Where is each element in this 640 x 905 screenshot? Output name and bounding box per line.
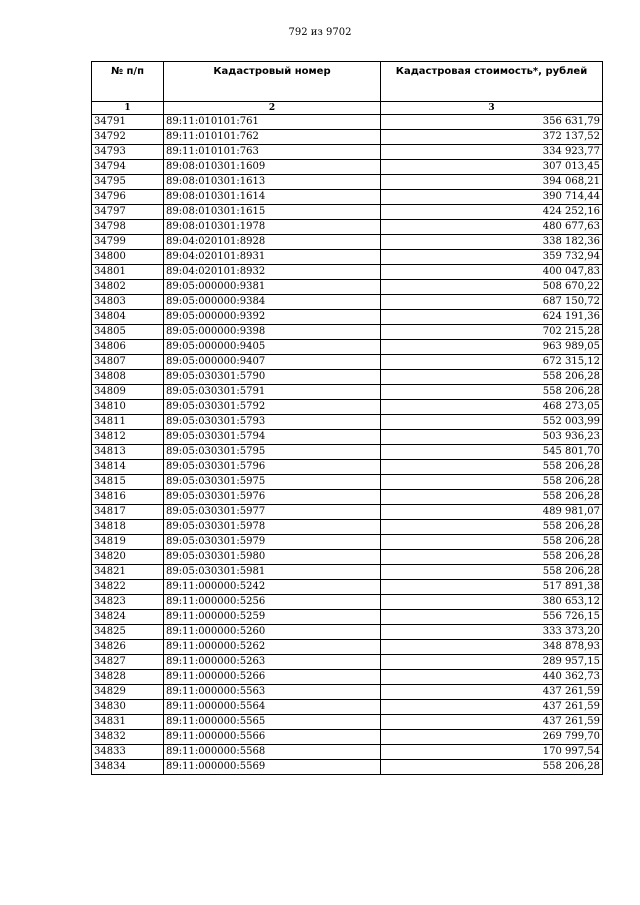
table-body — [92, 115, 603, 775]
row-number-cell: 34819 — [92, 535, 164, 550]
cadastral-number-cell: 89:08:010301:1613 — [164, 175, 381, 190]
cadastral-number-cell: 89:05:030301:5978 — [164, 520, 381, 535]
cadastral-value-cell: 334 923,77 — [381, 145, 603, 160]
row-number-cell: 34831 — [92, 715, 164, 730]
row-number-cell: 34821 — [92, 565, 164, 580]
row-number-cell: 34810 — [92, 400, 164, 415]
cadastral-number-cell: 89:05:030301:5796 — [164, 460, 381, 475]
table-row — [92, 295, 603, 310]
row-number-cell: 34817 — [92, 505, 164, 520]
cadastral-value-cell: 556 726,15 — [381, 610, 603, 625]
table-row — [92, 220, 603, 235]
table-row — [92, 235, 603, 250]
row-number-cell: 34802 — [92, 280, 164, 295]
table-row — [92, 415, 603, 430]
table-row — [92, 355, 603, 370]
cadastral-number-cell: 89:05:030301:5791 — [164, 385, 381, 400]
table-row — [92, 250, 603, 265]
column-number-3: 3 — [381, 102, 603, 115]
table-row — [92, 160, 603, 175]
row-number-cell: 34822 — [92, 580, 164, 595]
table-row — [92, 700, 603, 715]
cadastral-value-cell: 558 206,28 — [381, 370, 603, 385]
cadastral-number-cell: 89:11:000000:5263 — [164, 655, 381, 670]
table-row — [92, 310, 603, 325]
cadastral-number-cell: 89:11:000000:5564 — [164, 700, 381, 715]
cadastral-value-cell: 624 191,36 — [381, 310, 603, 325]
cadastral-value-cell: 558 206,28 — [381, 490, 603, 505]
table-row — [92, 715, 603, 730]
cadastral-value-cell: 508 670,22 — [381, 280, 603, 295]
row-number-cell: 34832 — [92, 730, 164, 745]
cadastral-value-cell: 558 206,28 — [381, 550, 603, 565]
cadastral-value-cell: 380 653,12 — [381, 595, 603, 610]
cadastral-value-cell: 424 252,16 — [381, 205, 603, 220]
cadastral-value-cell: 437 261,59 — [381, 715, 603, 730]
cadastral-number-cell: 89:04:020101:8931 — [164, 250, 381, 265]
cadastral-number-cell: 89:11:000000:5242 — [164, 580, 381, 595]
cadastral-value-cell: 348 878,93 — [381, 640, 603, 655]
cadastral-value-cell: 440 362,73 — [381, 670, 603, 685]
table-row — [92, 535, 603, 550]
cadastral-number-cell: 89:05:030301:5975 — [164, 475, 381, 490]
row-number-cell: 34813 — [92, 445, 164, 460]
table-row — [92, 340, 603, 355]
row-number-cell: 34804 — [92, 310, 164, 325]
cadastral-value-cell: 503 936,23 — [381, 430, 603, 445]
row-number-cell: 34815 — [92, 475, 164, 490]
row-number-cell: 34791 — [92, 115, 164, 130]
row-number-cell: 34812 — [92, 430, 164, 445]
row-number-cell: 34800 — [92, 250, 164, 265]
table-row — [92, 625, 603, 640]
cadastral-number-cell: 89:08:010301:1614 — [164, 190, 381, 205]
cadastral-number-cell: 89:11:000000:5259 — [164, 610, 381, 625]
cadastral-number-cell: 89:11:000000:5256 — [164, 595, 381, 610]
cadastral-value-cell: 359 732,94 — [381, 250, 603, 265]
cadastral-value-cell: 558 206,28 — [381, 535, 603, 550]
cadastral-value-cell: 437 261,59 — [381, 700, 603, 715]
cadastral-number-cell: 89:11:010101:762 — [164, 130, 381, 145]
cadastral-number-cell: 89:11:010101:761 — [164, 115, 381, 130]
table-row — [92, 460, 603, 475]
row-number-cell: 34806 — [92, 340, 164, 355]
cadastral-number-cell: 89:05:000000:9407 — [164, 355, 381, 370]
header-cadastral-value: Кадастровая стоимость*, рублей — [381, 62, 603, 102]
table-row — [92, 685, 603, 700]
cadastral-value-cell: 558 206,28 — [381, 460, 603, 475]
page-number-header: 792 из 9702 — [288, 27, 352, 38]
cadastral-number-cell: 89:11:000000:5565 — [164, 715, 381, 730]
row-number-cell: 34795 — [92, 175, 164, 190]
cadastral-value-cell: 356 631,79 — [381, 115, 603, 130]
cadastral-value-cell: 558 206,28 — [381, 565, 603, 580]
cadastral-number-cell: 89:11:000000:5266 — [164, 670, 381, 685]
row-number-cell: 34818 — [92, 520, 164, 535]
table-row — [92, 400, 603, 415]
cadastral-number-cell: 89:05:030301:5981 — [164, 565, 381, 580]
row-number-cell: 34805 — [92, 325, 164, 340]
cadastral-value-cell: 289 957,15 — [381, 655, 603, 670]
row-number-cell: 34833 — [92, 745, 164, 760]
cadastral-value-cell: 545 801,70 — [381, 445, 603, 460]
row-number-cell: 34811 — [92, 415, 164, 430]
row-number-cell: 34820 — [92, 550, 164, 565]
cadastral-value-table — [91, 61, 603, 775]
row-number-cell: 34809 — [92, 385, 164, 400]
cadastral-value-cell: 394 068,21 — [381, 175, 603, 190]
row-number-cell: 34792 — [92, 130, 164, 145]
table-row — [92, 325, 603, 340]
row-number-cell: 34830 — [92, 700, 164, 715]
table-row — [92, 280, 603, 295]
table-row — [92, 655, 603, 670]
cadastral-number-cell: 89:04:020101:8932 — [164, 265, 381, 280]
table-row — [92, 430, 603, 445]
cadastral-number-cell: 89:05:030301:5980 — [164, 550, 381, 565]
cadastral-number-cell: 89:11:000000:5260 — [164, 625, 381, 640]
row-number-cell: 34808 — [92, 370, 164, 385]
table-row — [92, 520, 603, 535]
cadastral-value-cell: 468 273,05 — [381, 400, 603, 415]
row-number-cell: 34825 — [92, 625, 164, 640]
cadastral-number-cell: 89:05:000000:9381 — [164, 280, 381, 295]
cadastral-value-cell: 170 997,54 — [381, 745, 603, 760]
cadastral-number-cell: 89:05:000000:9398 — [164, 325, 381, 340]
header-cadastral-number: Кадастровый номер — [164, 62, 381, 102]
row-number-cell: 34823 — [92, 595, 164, 610]
cadastral-value-cell: 489 981,07 — [381, 505, 603, 520]
row-number-cell: 34829 — [92, 685, 164, 700]
cadastral-value-cell: 672 315,12 — [381, 355, 603, 370]
row-number-cell: 34794 — [92, 160, 164, 175]
column-number-1: 1 — [92, 102, 164, 115]
cadastral-value-cell: 307 013,45 — [381, 160, 603, 175]
table-header-row — [92, 62, 603, 102]
cadastral-number-cell: 89:11:000000:5566 — [164, 730, 381, 745]
row-number-cell: 34798 — [92, 220, 164, 235]
cadastral-value-cell: 372 137,52 — [381, 130, 603, 145]
table-row — [92, 205, 603, 220]
row-number-cell: 34796 — [92, 190, 164, 205]
row-number-cell: 34799 — [92, 235, 164, 250]
row-number-cell: 34828 — [92, 670, 164, 685]
cadastral-number-cell: 89:08:010301:1978 — [164, 220, 381, 235]
cadastral-value-cell: 338 182,36 — [381, 235, 603, 250]
row-number-cell: 34793 — [92, 145, 164, 160]
cadastral-number-cell: 89:05:030301:5792 — [164, 400, 381, 415]
cadastral-value-cell: 963 989,05 — [381, 340, 603, 355]
table-row — [92, 385, 603, 400]
row-number-cell: 34803 — [92, 295, 164, 310]
cadastral-value-cell: 517 891,38 — [381, 580, 603, 595]
cadastral-number-cell: 89:08:010301:1615 — [164, 205, 381, 220]
table-row — [92, 175, 603, 190]
cadastral-number-cell: 89:05:030301:5976 — [164, 490, 381, 505]
row-number-cell: 34826 — [92, 640, 164, 655]
table-row — [92, 490, 603, 505]
cadastral-value-cell: 390 714,44 — [381, 190, 603, 205]
cadastral-number-cell: 89:05:000000:9392 — [164, 310, 381, 325]
cadastral-number-cell: 89:05:030301:5793 — [164, 415, 381, 430]
row-number-cell: 34816 — [92, 490, 164, 505]
column-number-row — [92, 102, 603, 115]
row-number-cell: 34827 — [92, 655, 164, 670]
row-number-cell: 34834 — [92, 760, 164, 775]
cadastral-value-cell: 558 206,28 — [381, 385, 603, 400]
table-row — [92, 265, 603, 280]
table-row — [92, 145, 603, 160]
table-row — [92, 610, 603, 625]
cadastral-value-cell: 437 261,59 — [381, 685, 603, 700]
table-row — [92, 475, 603, 490]
table-row — [92, 595, 603, 610]
cadastral-number-cell: 89:11:000000:5262 — [164, 640, 381, 655]
cadastral-number-cell: 89:05:000000:9405 — [164, 340, 381, 355]
cadastral-value-cell: 333 373,20 — [381, 625, 603, 640]
table-row — [92, 640, 603, 655]
table-row — [92, 130, 603, 145]
cadastral-value-cell: 687 150,72 — [381, 295, 603, 310]
table-row — [92, 505, 603, 520]
cadastral-number-cell: 89:05:030301:5977 — [164, 505, 381, 520]
cadastral-value-cell: 702 215,28 — [381, 325, 603, 340]
table-row — [92, 445, 603, 460]
cadastral-number-cell: 89:04:020101:8928 — [164, 235, 381, 250]
cadastral-number-cell: 89:08:010301:1609 — [164, 160, 381, 175]
row-number-cell: 34807 — [92, 355, 164, 370]
cadastral-number-cell: 89:05:000000:9384 — [164, 295, 381, 310]
row-number-cell: 34824 — [92, 610, 164, 625]
cadastral-value-cell: 552 003,99 — [381, 415, 603, 430]
cadastral-number-cell: 89:11:000000:5568 — [164, 745, 381, 760]
row-number-cell: 34797 — [92, 205, 164, 220]
cadastral-value-cell: 480 677,63 — [381, 220, 603, 235]
table-row — [92, 580, 603, 595]
column-number-2: 2 — [164, 102, 381, 115]
table-row — [92, 550, 603, 565]
cadastral-value-cell: 558 206,28 — [381, 520, 603, 535]
header-row-number: № п/п — [92, 62, 164, 102]
cadastral-number-cell: 89:05:030301:5790 — [164, 370, 381, 385]
row-number-cell: 34814 — [92, 460, 164, 475]
table-row — [92, 760, 603, 775]
table-row — [92, 730, 603, 745]
row-number-cell: 34801 — [92, 265, 164, 280]
cadastral-number-cell: 89:05:030301:5979 — [164, 535, 381, 550]
cadastral-number-cell: 89:05:030301:5795 — [164, 445, 381, 460]
cadastral-number-cell: 89:05:030301:5794 — [164, 430, 381, 445]
cadastral-value-cell: 558 206,28 — [381, 760, 603, 775]
cadastral-number-cell: 89:11:010101:763 — [164, 145, 381, 160]
table-row — [92, 190, 603, 205]
cadastral-value-cell: 400 047,83 — [381, 265, 603, 280]
cadastral-value-cell: 269 799,70 — [381, 730, 603, 745]
table-row — [92, 115, 603, 130]
cadastral-number-cell: 89:11:000000:5563 — [164, 685, 381, 700]
table-row — [92, 670, 603, 685]
cadastral-number-cell: 89:11:000000:5569 — [164, 760, 381, 775]
table-row — [92, 745, 603, 760]
table-row — [92, 370, 603, 385]
table-row — [92, 565, 603, 580]
cadastral-value-cell: 558 206,28 — [381, 475, 603, 490]
